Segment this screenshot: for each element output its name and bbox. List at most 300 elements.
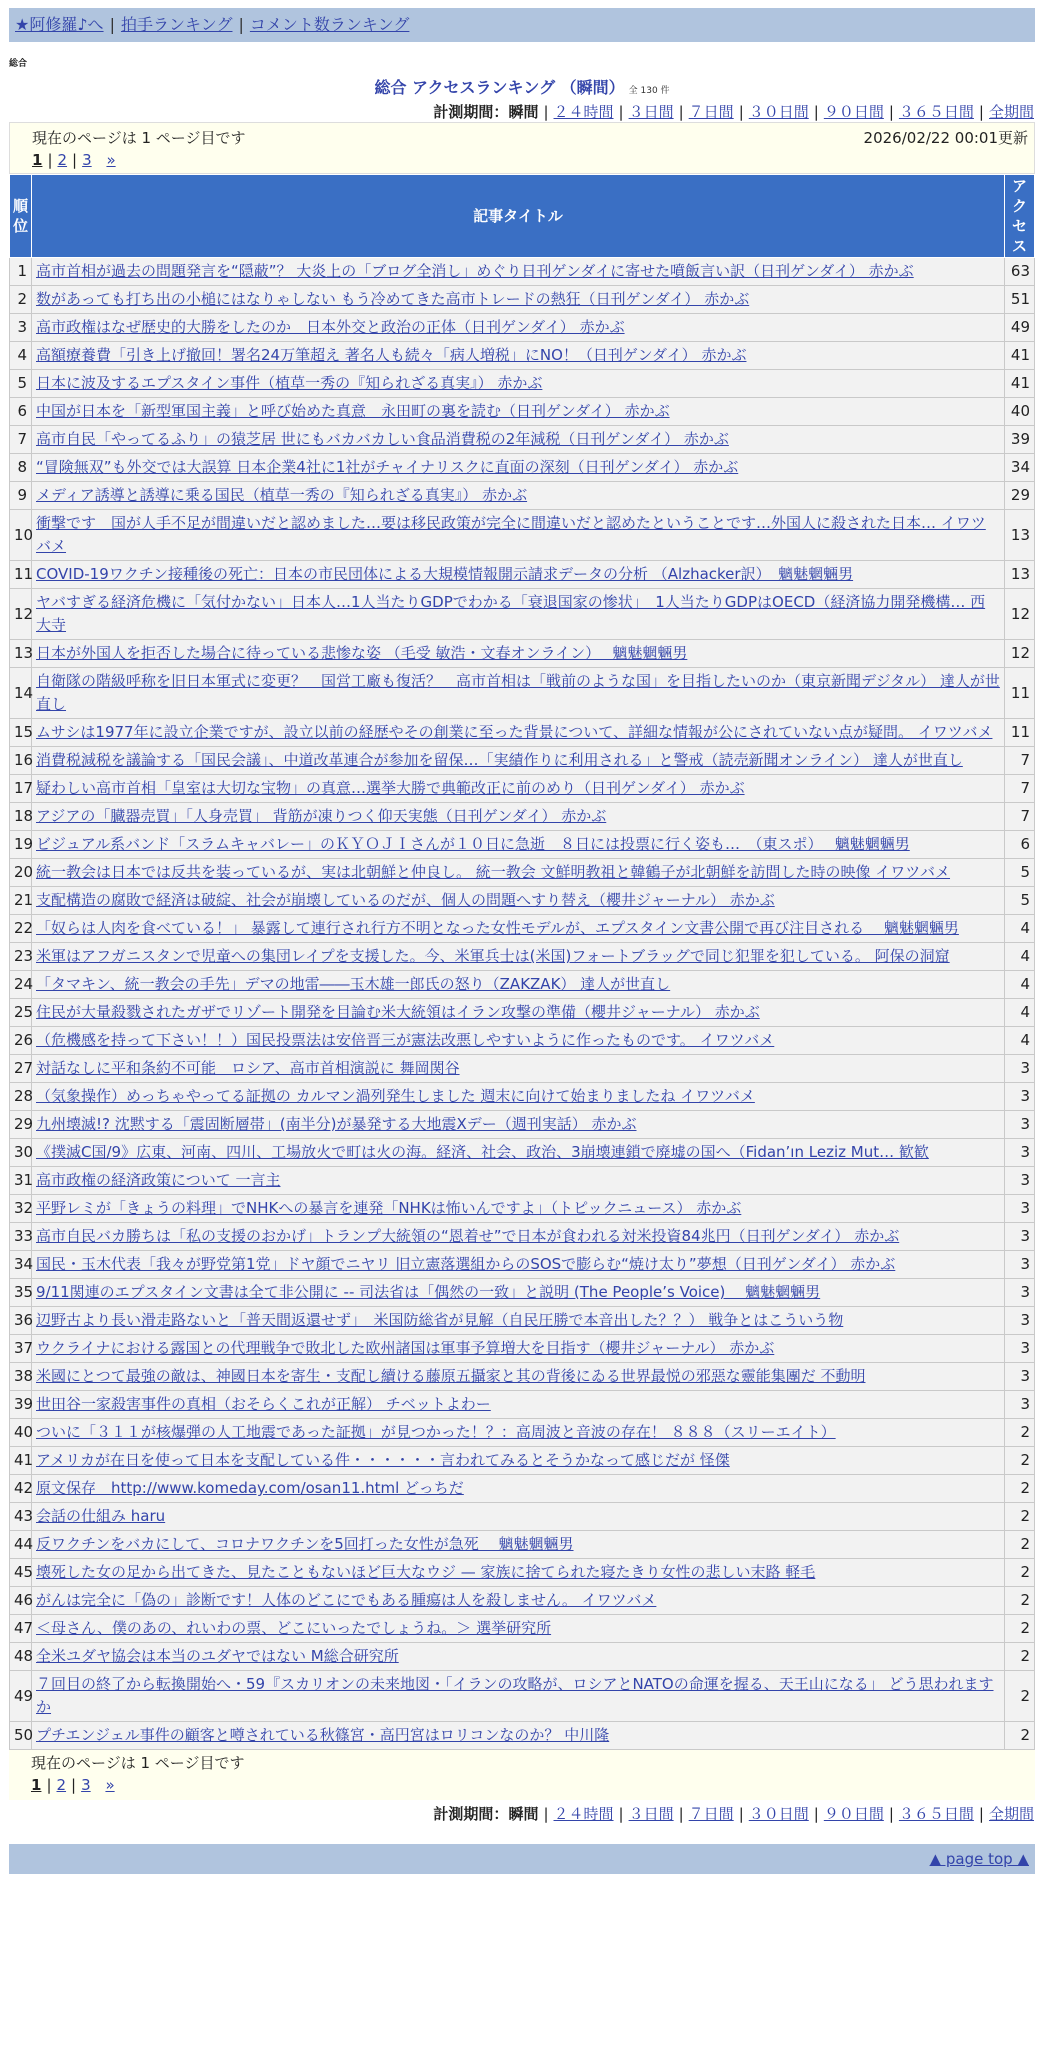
article-link[interactable]: 統一教会は日本では反共を装っているが、実は北朝鮮と仲良し。 統一教会 文鮮明教祖と韓鶴子が北朝鮮を訪問した時の映像 イワツバメ: [36, 863, 951, 881]
table-row: [10, 258, 1035, 286]
access-cell: 2: [1005, 1615, 1035, 1643]
table-row: [10, 1559, 1035, 1587]
separator: |: [543, 103, 549, 121]
period-label: 計測期間：: [433, 1805, 509, 1823]
clap-ranking-link[interactable]: 拍手ランキング: [120, 15, 233, 34]
title-cell: [32, 342, 1005, 370]
access-cell: 2: [1005, 1531, 1035, 1559]
rank-cell: 36: [10, 1307, 32, 1335]
rank-cell: 40: [10, 1419, 32, 1447]
title-cell: [32, 1307, 1005, 1335]
article-link[interactable]: 《撲滅C国/9》広東、河南、四川、工場放火で町は火の海。経済、社会、政治、3崩壊連鎖で廃墟の国へ（Fidan’ın Leziz Mut… 歓歓: [36, 1143, 929, 1161]
article-link[interactable]: ヤバすぎる経済危機に「気付かない」日本人…1人当たりGDPでわかる「衰退国家の惨状」 1人当たりGDPはOECD（経済協力開発機構… 西大寺: [36, 593, 986, 634]
title-cell: [32, 561, 1005, 589]
rank-cell: 46: [10, 1587, 32, 1615]
access-cell: 3: [1005, 1111, 1035, 1139]
rank-cell: 28: [10, 1083, 32, 1111]
bottom-next-page-link[interactable]: »: [105, 1776, 115, 1794]
ranking-body: [10, 258, 1035, 1750]
title-cell: [32, 398, 1005, 426]
rank-cell: 3: [10, 314, 32, 342]
separator: |: [618, 103, 624, 121]
title-cell: [32, 803, 1005, 831]
title-cell: [32, 1643, 1005, 1671]
rank-cell: 35: [10, 1279, 32, 1307]
title-cell: [32, 510, 1005, 561]
rank-cell: 32: [10, 1195, 32, 1223]
table-row: [10, 1027, 1035, 1055]
bottom-period-6[interactable]: ３６５日間: [898, 1805, 974, 1823]
top-period-7[interactable]: 全期間: [988, 103, 1034, 121]
article-link[interactable]: 平野レミが「きょうの料理」でNHKへの暴言を連発「NHKは怖いんですよ」（トピックニュース） 赤かぶ: [36, 1199, 742, 1217]
period-selector-bottom: [0, 1804, 1034, 1824]
table-row: [10, 1531, 1035, 1559]
table-row: [10, 971, 1035, 999]
article-link[interactable]: 疑わしい高市首相「皇室は大切な宝物」の真意…選挙大勝で典範改正に前のめり（日刊ゲンダイ） 赤かぶ: [36, 779, 745, 797]
access-cell: 12: [1005, 589, 1035, 640]
title-cell: [32, 640, 1005, 668]
title-cell: [32, 1503, 1005, 1531]
rank-cell: 16: [10, 747, 32, 775]
top-next-page-link[interactable]: »: [106, 151, 116, 169]
table-row: [10, 1475, 1035, 1503]
home-link[interactable]: ★阿修羅♪へ: [15, 15, 104, 34]
title-cell: [32, 454, 1005, 482]
table-row: [10, 1615, 1035, 1643]
separator: |: [71, 1776, 77, 1794]
access-header: アクセス: [1005, 175, 1035, 258]
rank-cell: 6: [10, 398, 32, 426]
separator: |: [109, 15, 115, 34]
title-cell: [32, 668, 1005, 719]
access-cell: 3: [1005, 1251, 1035, 1279]
item-count: 全 130 件: [628, 86, 670, 96]
rank-cell: 29: [10, 1111, 32, 1139]
article-link[interactable]: 壊死した女の足から出てきた、見たこともないほど巨大なウジ — 家族に捨てられた寝たきり女性の悲しい末路 軽毛: [36, 1563, 816, 1581]
access-cell: 2: [1005, 1671, 1035, 1722]
access-cell: 12: [1005, 640, 1035, 668]
table-row: [10, 1279, 1035, 1307]
access-cell: 5: [1005, 859, 1035, 887]
table-row: [10, 859, 1035, 887]
access-cell: 3: [1005, 1083, 1035, 1111]
title-cell: [32, 915, 1005, 943]
separator: |: [888, 1805, 894, 1823]
top-period-1[interactable]: ２４時間: [553, 103, 614, 121]
access-cell: 13: [1005, 510, 1035, 561]
title-cell: [32, 370, 1005, 398]
bottom-period-0: 瞬間: [508, 1805, 539, 1823]
access-cell: 11: [1005, 719, 1035, 747]
table-row: [10, 561, 1035, 589]
top-period-6[interactable]: ３６５日間: [898, 103, 974, 121]
article-link[interactable]: 高市自民バカ勝ちは「私の支援のおかげ」トランプ大統領の“恩着せ”で日本が食われる対米投資84兆円（日刊ゲンダイ） 赤かぶ: [36, 1227, 900, 1245]
article-link[interactable]: 高市政権はなぜ歴史的大勝をしたのか 日本外交と政治の正体（日刊ゲンダイ） 赤かぶ: [36, 318, 625, 336]
table-row: [10, 999, 1035, 1027]
bottom-page-3[interactable]: 3: [81, 1776, 91, 1794]
title-cell: [32, 1447, 1005, 1475]
title-cell: [32, 314, 1005, 342]
title-cell: [32, 1223, 1005, 1251]
table-row: [10, 1363, 1035, 1391]
rank-cell: 14: [10, 668, 32, 719]
access-cell: 3: [1005, 1335, 1035, 1363]
bottom-period-7[interactable]: 全期間: [988, 1805, 1034, 1823]
rank-cell: 43: [10, 1503, 32, 1531]
rank-cell: 31: [10, 1167, 32, 1195]
table-row: [10, 1391, 1035, 1419]
page-title-wrap: [0, 75, 1044, 98]
title-cell: [32, 1587, 1005, 1615]
article-link[interactable]: COVID-19ワクチン接種後の死亡：日本の市民団体による大規模情報開示請求データの分析 （Alzhacker訳） 魑魅魍魎男: [36, 565, 854, 583]
bottom-period-5[interactable]: ９０日間: [823, 1805, 884, 1823]
separator: |: [813, 103, 819, 121]
access-cell: 4: [1005, 915, 1035, 943]
separator: |: [238, 15, 244, 34]
access-cell: 3: [1005, 1279, 1035, 1307]
access-cell: 2: [1005, 1447, 1035, 1475]
title-cell: [32, 999, 1005, 1027]
access-cell: 3: [1005, 1307, 1035, 1335]
article-link[interactable]: 9/11関連のエプスタイン文書は全て非公開に -- 司法省は「偶然の一致」と説明 (The People’s Voice) 魑魅魍魎男: [36, 1283, 821, 1301]
page-status-box-bottom: [9, 1750, 1035, 1800]
article-link[interactable]: プチエンジェル事件の顧客と噂されている秋篠宮・高円宮はロリコンなのか？ 中川隆: [36, 1726, 610, 1744]
access-cell: 2: [1005, 1587, 1035, 1615]
article-link[interactable]: 衝撃です 国が人手不足が間違いだと認めました…要は移民政策が完全に間違いだと認めたということです…外国人に殺された日本… イワツバメ: [36, 514, 986, 555]
separator: |: [47, 151, 53, 169]
article-link[interactable]: メディア誘導と誘導に乗る国民（植草一秀の『知られざる真実』） 赤かぶ: [36, 486, 528, 504]
title-cell: [32, 943, 1005, 971]
article-link[interactable]: ７回目の終了から転換開始へ・59『スカリオンの未来地図・「イランの攻略が、ロシアとNATOの命運を握る、天王山になる」 どう思われますか: [36, 1675, 994, 1716]
article-link[interactable]: 高市自民「やってるふり」の猿芝居 世にもバカバカしい食品消費税の2年減税（日刊ゲンダイ） 赤かぶ: [36, 430, 729, 448]
rank-cell: 22: [10, 915, 32, 943]
article-link[interactable]: アメリカが在日を使って日本を支配している件・・・・・・言われてみるとそうかなって感じだが 怪傑: [36, 1451, 730, 1469]
title-cell: [32, 482, 1005, 510]
article-link[interactable]: ムサシは1977年に設立企業ですが、設立以前の経歴やその創業に至った背景について、詳細な情報が公にされていない点が疑問。 イワツバメ: [36, 723, 993, 741]
article-link[interactable]: 住民が大量殺戮されたガザでリゾート開発を目論む米大統領はイラン攻撃の準備（櫻井ジャーナル） 赤かぶ: [36, 1003, 760, 1021]
access-cell: 3: [1005, 1223, 1035, 1251]
title-cell: [32, 971, 1005, 999]
title-cell: [32, 589, 1005, 640]
top-period-2[interactable]: ３日間: [628, 103, 674, 121]
rank-cell: 10: [10, 510, 32, 561]
article-link[interactable]: ビジュアル系バンド「スラムキャバレー」のＫＹＯＪＩさんが１０日に急逝 ８日には投票に行く姿も… （東スポ） 魑魅魍魎男: [36, 835, 910, 853]
article-link[interactable]: 九州壊滅!? 沈黙する「震固断層帯」(南半分)が暴発する大地震Xデー（週刊実話） 赤かぶ: [36, 1115, 637, 1133]
table-row: [10, 943, 1035, 971]
article-link[interactable]: 自衛隊の階級呼称を旧日本軍式に変更？ 国営工廠も復活？ 高市首相は「戦前のような国」を目指したいのか（東京新聞デジタル） 達人が世直し: [36, 672, 1000, 713]
rank-cell: 33: [10, 1223, 32, 1251]
table-row: [10, 1587, 1035, 1615]
article-link[interactable]: 「タマキン、統一教会の手先」デマの地雷――玉木雄一郎氏の怒り（ZAKZAK） 達人が世直し: [36, 975, 671, 993]
table-row: [10, 668, 1035, 719]
table-row: [10, 803, 1035, 831]
separator: |: [72, 151, 78, 169]
title-cell: [32, 1167, 1005, 1195]
article-link[interactable]: 原文保存 http://www.komeday.com/osan11.html どっちだ: [36, 1479, 464, 1497]
article-link[interactable]: 国民・玉木代表「我々が野党第1党」ドヤ顔でニヤリ 旧立憲落選組からのSOSで膨らむ“焼け太り”夢想（日刊ゲンダイ） 赤かぶ: [36, 1255, 896, 1273]
rank-cell: 9: [10, 482, 32, 510]
table-row: [10, 1083, 1035, 1111]
table-row: [10, 775, 1035, 803]
access-cell: 11: [1005, 668, 1035, 719]
access-cell: 3: [1005, 1167, 1035, 1195]
article-link[interactable]: がんは完全に「偽の」診断です！人体のどこにでもある腫瘍は人を殺しません。 イワツバメ: [36, 1591, 657, 1609]
title-cell: [32, 719, 1005, 747]
access-cell: 13: [1005, 561, 1035, 589]
title-cell: [32, 1139, 1005, 1167]
article-link[interactable]: ＜母さん、僕のあの、れいわの票、どこにいったでしょうね。＞ 選挙研究所: [36, 1619, 552, 1637]
rank-header: 順位: [10, 175, 32, 258]
article-link[interactable]: 日本に波及するエプスタイン事件（植草一秀の『知られざる真実』） 赤かぶ: [36, 374, 543, 392]
article-link[interactable]: 高額療養費「引き上げ撤回！署名24万筆超え 著名人も続々「病人増税」にNO！（日刊ゲンダイ） 赤かぶ: [36, 346, 747, 364]
rank-cell: 20: [10, 859, 32, 887]
access-cell: 4: [1005, 971, 1035, 999]
bottom-bar: [9, 1844, 1035, 1874]
access-cell: 2: [1005, 1503, 1035, 1531]
access-cell: 7: [1005, 775, 1035, 803]
article-link[interactable]: アジアの「臓器売買」「人身売買」 背筋が凍りつく仰天実態（日刊ゲンダイ） 赤かぶ: [36, 807, 607, 825]
title-cell: [32, 1671, 1005, 1722]
title-cell: [32, 1335, 1005, 1363]
title-cell: [32, 1391, 1005, 1419]
top-period-5[interactable]: ９０日間: [823, 103, 884, 121]
access-cell: 6: [1005, 831, 1035, 859]
rank-cell: 5: [10, 370, 32, 398]
separator: |: [618, 1805, 624, 1823]
bottom-period-3[interactable]: ７日間: [688, 1805, 734, 1823]
rank-cell: 49: [10, 1671, 32, 1722]
title-cell: [32, 1419, 1005, 1447]
access-cell: 39: [1005, 426, 1035, 454]
access-cell: 2: [1005, 1643, 1035, 1671]
article-link[interactable]: 支配構造の腐敗で経済は破綻、社会が崩壊しているのだが、個人の問題へすり替え（櫻井ジャーナル） 赤かぶ: [36, 891, 775, 909]
top-page-3[interactable]: 3: [82, 151, 92, 169]
separator: |: [738, 1805, 744, 1823]
table-row: [10, 482, 1035, 510]
access-cell: 3: [1005, 1195, 1035, 1223]
access-cell: 2: [1005, 1722, 1035, 1750]
access-cell: 40: [1005, 398, 1035, 426]
article-link[interactable]: 会話の仕組み haru: [36, 1507, 166, 1525]
access-cell: 3: [1005, 1391, 1035, 1419]
rank-cell: 8: [10, 454, 32, 482]
breadcrumb: 総合: [9, 59, 28, 69]
page-status-box: [9, 122, 1035, 174]
title-cell: [32, 1722, 1005, 1750]
title-cell: [32, 887, 1005, 915]
table-row: [10, 1223, 1035, 1251]
table-row: [10, 370, 1035, 398]
bottom-page-1: 1: [31, 1776, 42, 1794]
title-cell: [32, 831, 1005, 859]
table-row: [10, 1419, 1035, 1447]
article-link[interactable]: 日本が外国人を拒否した場合に待っている悲惨な姿 （毛受 敏浩・文春オンライン） 魑魅魍魎男: [36, 644, 688, 662]
rank-cell: 47: [10, 1615, 32, 1643]
article-link[interactable]: ついに「３１１が核爆弾の人工地震であった証拠」が見つかった！？：高周波と音波の存在！ ８８８（スリーエイト）: [36, 1423, 836, 1441]
title-cell: [32, 775, 1005, 803]
rank-cell: 2: [10, 286, 32, 314]
article-link[interactable]: 「奴らは人肉を食べている！」 暴露して連行され行方不明となった女性モデルが、エプスタイン文書公開で再び注目される 魑魅魍魎男: [36, 919, 959, 937]
article-link[interactable]: “冒険無双”も外交では大誤算 日本企業4社に1社がチャイナリスクに直面の深刻（日刊ゲンダイ） 赤かぶ: [36, 458, 739, 476]
access-cell: 41: [1005, 370, 1035, 398]
title-cell: [32, 286, 1005, 314]
table-row: [10, 398, 1035, 426]
rank-cell: 24: [10, 971, 32, 999]
access-cell: 49: [1005, 314, 1035, 342]
table-row: [10, 342, 1035, 370]
bottom-page-2[interactable]: 2: [56, 1776, 67, 1794]
rank-cell: 30: [10, 1139, 32, 1167]
separator: |: [978, 103, 984, 121]
bottom-period-1[interactable]: ２４時間: [553, 1805, 614, 1823]
comment-ranking-link[interactable]: コメント数ランキング: [249, 15, 410, 34]
rank-cell: 13: [10, 640, 32, 668]
table-row: [10, 286, 1035, 314]
rank-cell: 23: [10, 943, 32, 971]
top-page-2[interactable]: 2: [57, 151, 68, 169]
article-link[interactable]: 米國にとつて最強の敵は、神國日本を寄生・支配し續ける藤原五攝家と其の背後にゐる世界最悦の邪惡な靈能集團だ 不動明: [36, 1367, 866, 1385]
title-header: 記事タイトル: [32, 175, 1005, 258]
table-row: [10, 719, 1035, 747]
access-cell: 63: [1005, 258, 1035, 286]
title-cell: [32, 1279, 1005, 1307]
table-header-row: [10, 175, 1035, 258]
separator: |: [678, 103, 684, 121]
page-title: 総合 アクセスランキング （瞬間）: [374, 78, 625, 97]
access-cell: 29: [1005, 482, 1035, 510]
pager: [32, 149, 1028, 171]
table-row: [10, 1251, 1035, 1279]
table-row: [10, 1671, 1035, 1722]
table-row: [10, 1643, 1035, 1671]
period-selector: [0, 102, 1034, 122]
title-cell: [32, 1055, 1005, 1083]
article-link[interactable]: （危機感を持って下さい！！）国民投票法は安倍晋三が憲法改悪しやすいように作ったものです。 イワツバメ: [36, 1031, 775, 1049]
article-link[interactable]: 数があっても打ち出の小槌にはなりゃしない もう冷めてきた高市トレードの熱狂（日刊ゲンダイ） 赤かぶ: [36, 290, 750, 308]
rank-cell: 48: [10, 1643, 32, 1671]
title-cell: [32, 1559, 1005, 1587]
bottom-period-2[interactable]: ３日間: [628, 1805, 674, 1823]
rank-cell: 50: [10, 1722, 32, 1750]
rank-cell: 39: [10, 1391, 32, 1419]
pager-bottom: [31, 1774, 1029, 1796]
title-cell: [32, 1475, 1005, 1503]
title-cell: [32, 1615, 1005, 1643]
access-cell: 5: [1005, 887, 1035, 915]
table-row: [10, 640, 1035, 668]
rank-cell: 37: [10, 1335, 32, 1363]
period-label: 計測期間：: [433, 103, 509, 121]
rank-cell: 12: [10, 589, 32, 640]
separator: |: [978, 1805, 984, 1823]
access-cell: 4: [1005, 943, 1035, 971]
rank-cell: 45: [10, 1559, 32, 1587]
article-link[interactable]: 高市首相が過去の問題発言を“隠蔽”？ 大炎上の「ブログ全消し」めぐり日刊ゲンダイに寄せた噴飯言い訳（日刊ゲンダイ） 赤かぶ: [36, 262, 914, 280]
article-link[interactable]: （気象操作）めっちゃやってる証拠の カルマン渦列発生しました 週末に向けて始まりましたね イワツバメ: [36, 1087, 755, 1105]
rank-cell: 11: [10, 561, 32, 589]
rank-cell: 4: [10, 342, 32, 370]
rank-cell: 18: [10, 803, 32, 831]
bottom-period-4[interactable]: ３０日間: [748, 1805, 809, 1823]
article-link[interactable]: 全米ユダヤ協会は本当のユダヤではない M総合研究所: [36, 1647, 399, 1665]
rank-cell: 7: [10, 426, 32, 454]
rank-cell: 27: [10, 1055, 32, 1083]
table-row: [10, 426, 1035, 454]
rank-cell: 26: [10, 1027, 32, 1055]
access-cell: 2: [1005, 1419, 1035, 1447]
separator: |: [543, 1805, 549, 1823]
separator: |: [888, 103, 894, 121]
article-link[interactable]: 世田谷一家殺害事件の真相（おそらくこれが正解） チベットよわー: [36, 1395, 491, 1413]
access-cell: 7: [1005, 803, 1035, 831]
title-cell: [32, 1111, 1005, 1139]
separator: |: [678, 1805, 684, 1823]
table-row: [10, 1447, 1035, 1475]
table-row: [10, 915, 1035, 943]
current-page-text: 現在のページは 1 ページ目です: [32, 129, 246, 147]
table-row: [10, 1335, 1035, 1363]
top-period-4[interactable]: ３０日間: [748, 103, 809, 121]
separator: |: [738, 103, 744, 121]
access-cell: 34: [1005, 454, 1035, 482]
title-cell: [32, 1251, 1005, 1279]
article-link[interactable]: 対話なしに平和条約不可能 ロシア、高市首相演説に 舞岡関谷: [36, 1059, 460, 1077]
rank-cell: 19: [10, 831, 32, 859]
table-row: [10, 1055, 1035, 1083]
title-cell: [32, 426, 1005, 454]
article-link[interactable]: 米軍はアフガニスタンで児童への集団レイプを支援した。今、米軍兵士は(米国)フォートブラッグで同じ犯罪を犯している。 阿保の洞窟: [36, 947, 950, 965]
title-cell: [32, 1083, 1005, 1111]
article-link[interactable]: 辺野古より長い滑走路ないと「普天間返還せず」 米国防総省が見解（自民圧勝で本音出した？？） 戦争とはこういう物: [36, 1311, 844, 1329]
article-link[interactable]: 中国が日本を「新型軍国主義」と呼び始めた真意 永田町の裏を読む（日刊ゲンダイ） 赤かぶ: [36, 402, 670, 420]
current-page-text-bottom: 現在のページは 1 ページ目です: [31, 1754, 245, 1772]
updated-time: 2026/02/22 00:01更新: [863, 129, 1028, 147]
title-cell: [32, 258, 1005, 286]
access-cell: 2: [1005, 1475, 1035, 1503]
access-cell: 7: [1005, 747, 1035, 775]
table-row: [10, 747, 1035, 775]
table-row: [10, 510, 1035, 561]
rank-cell: 38: [10, 1363, 32, 1391]
rank-cell: 44: [10, 1531, 32, 1559]
title-cell: [32, 859, 1005, 887]
article-link[interactable]: 反ワクチンをバカにして、コロナワクチンを5回打った女性が急死 魑魅魍魎男: [36, 1535, 574, 1553]
access-cell: 4: [1005, 1027, 1035, 1055]
table-row: [10, 1503, 1035, 1531]
title-cell: [32, 747, 1005, 775]
table-row: [10, 1167, 1035, 1195]
table-row: [10, 589, 1035, 640]
table-row: [10, 1722, 1035, 1750]
rank-cell: 1: [10, 258, 32, 286]
article-link[interactable]: 高市政権の経済政策について 一言主: [36, 1171, 281, 1189]
top-period-3[interactable]: ７日間: [688, 103, 734, 121]
table-row: [10, 831, 1035, 859]
access-cell: 4: [1005, 999, 1035, 1027]
table-row: [10, 887, 1035, 915]
rank-cell: 25: [10, 999, 32, 1027]
article-link[interactable]: ウクライナにおける露国との代理戦争で敗北した欧州諸国は軍事予算増大を目指す（櫻井ジャーナル） 赤かぶ: [36, 1339, 775, 1357]
separator: |: [813, 1805, 819, 1823]
access-cell: 3: [1005, 1055, 1035, 1083]
table-row: [10, 454, 1035, 482]
rank-cell: 15: [10, 719, 32, 747]
article-link[interactable]: 消費税減税を議論する「国民会議」、中道改革連合が参加を留保…「実績作りに利用される」と警戒（読売新聞オンライン） 達人が世直し: [36, 751, 963, 769]
table-row: [10, 1307, 1035, 1335]
table-row: [10, 1111, 1035, 1139]
page-top-link[interactable]: ▲ page top ▲: [929, 1850, 1029, 1868]
rank-cell: 34: [10, 1251, 32, 1279]
